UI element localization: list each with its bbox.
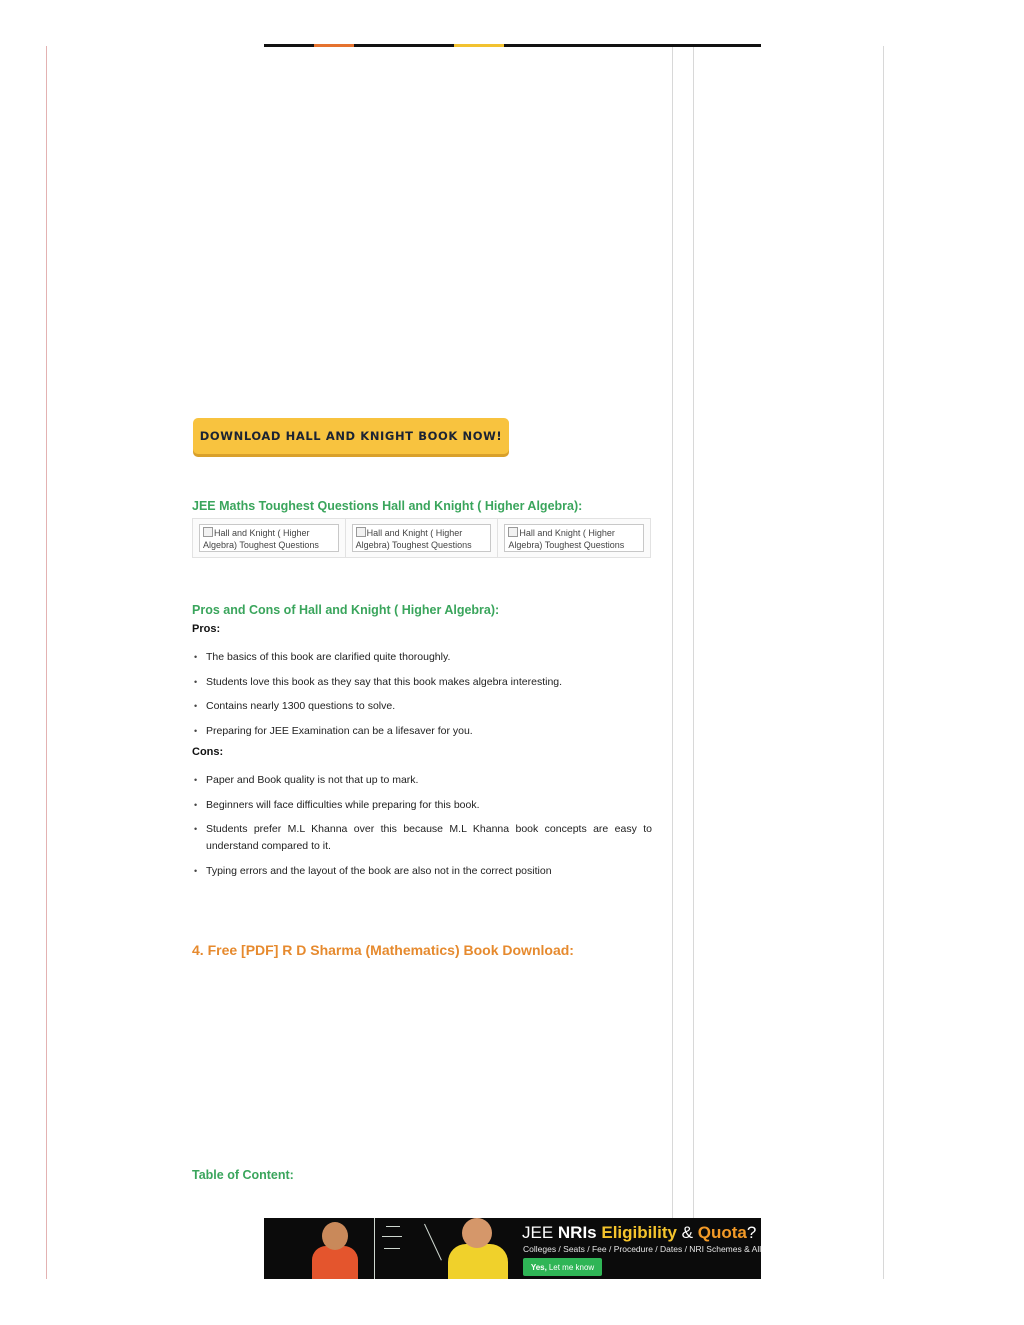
cons-list [192,772,652,887]
sidebar-left-border [693,46,694,1279]
toughest-questions-heading: JEE Maths Toughest Questions Hall and Knight ( Higher Algebra): [192,499,583,513]
table-of-content-heading: Table of Content: [192,1168,294,1182]
broken-image: Hall and Knight ( Higher Algebra) Toughest Questions [352,524,492,552]
banner-subtitle: Colleges / Seats / Fee / Procedure / Dates / NRI Schemes & All [523,1244,761,1254]
gallery-cell[interactable] [498,519,650,557]
banner-cta-button[interactable]: Yes, Let me know [523,1258,602,1276]
pros-cons-heading: Pros and Cons of Hall and Knight ( Higher Algebra): [192,603,500,617]
download-hall-knight-button[interactable]: DOWNLOAD HALL AND KNIGHT BOOK NOW! [193,418,509,454]
list-item: • Students love this book as they say that this book makes algebra interesting. [192,674,652,691]
broken-image: Hall and Knight ( Higher Algebra) Toughest Questions [504,524,644,552]
presenter-right-image [448,1244,508,1279]
pros-list [192,649,652,747]
right-page-border [883,46,884,1279]
toughest-questions-gallery [192,518,651,558]
banner-title: JEE NRIs Eligibility & Quota? [522,1223,757,1242]
list-item: • Paper and Book quality is not that up to mark. [192,772,652,789]
list-item: • Preparing for JEE Examination can be a lifesaver for you. [192,723,652,740]
broken-image-icon [508,527,518,537]
broken-image-icon [203,527,213,537]
broken-image: Hall and Knight ( Higher Algebra) Toughest Questions [199,524,339,552]
gallery-cell[interactable] [346,519,499,557]
content-column-divider [672,46,673,1279]
cons-label: Cons: [192,746,224,758]
gallery-cell[interactable] [193,519,346,557]
list-item: • Students prefer M.L Khanna over this because M.L Khanna book concepts are easy to understand compared to it. [192,821,652,855]
broken-image-icon [356,527,366,537]
pros-label: Pros: [192,623,221,635]
list-item: • Typing errors and the layout of the book are also not in the correct position [192,863,652,880]
jee-nri-banner[interactable] [264,1218,761,1279]
list-item: • Contains nearly 1300 questions to solve. [192,698,652,715]
left-page-border [46,46,47,1279]
rd-sharma-heading: 4. Free [PDF] R D Sharma (Mathematics) Book Download: [192,942,574,958]
presenter-left-image [312,1246,358,1279]
list-item: • The basics of this book are clarified quite thoroughly. [192,649,652,666]
list-item: • Beginners will face difficulties while preparing for this book. [192,797,652,814]
top-banner-image-edge [264,44,761,47]
